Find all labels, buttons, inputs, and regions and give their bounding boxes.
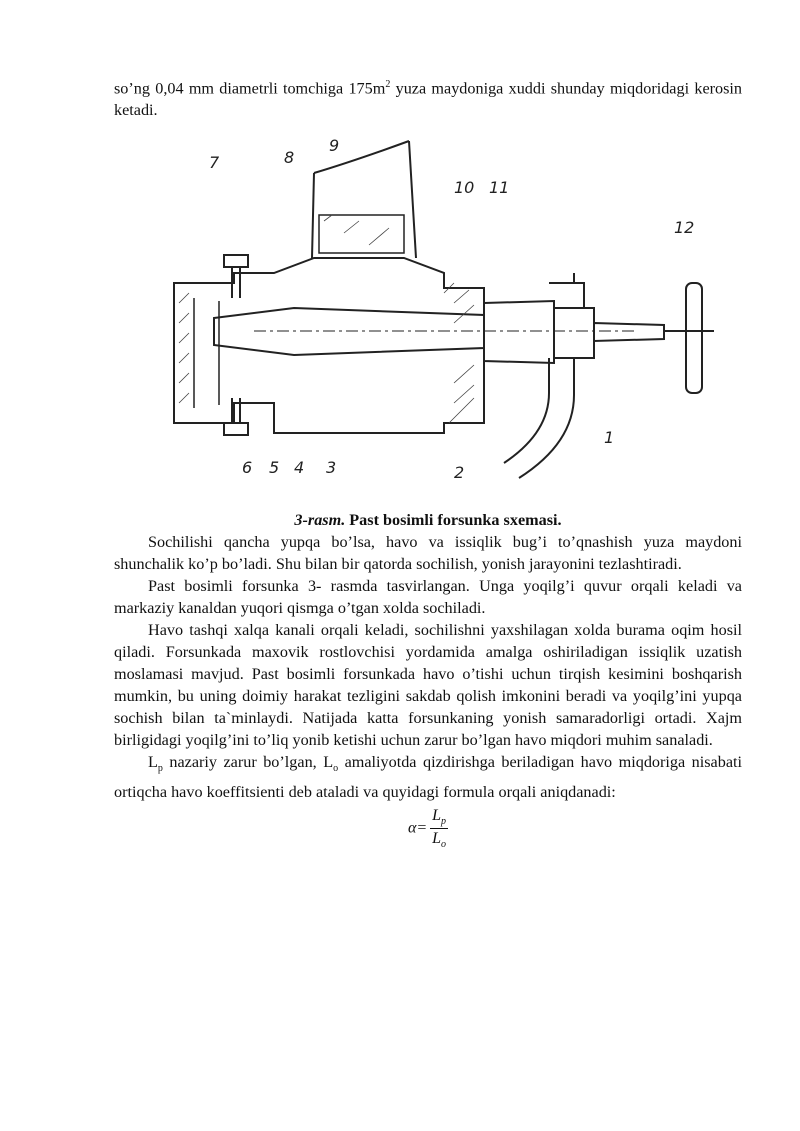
formula [114,807,742,850]
burner-drawing [154,133,714,503]
superscript: 2 [385,79,391,90]
formula-denominator [430,829,448,850]
paragraph-intro [114,74,742,121]
denominator-subscript: o [441,839,447,850]
paragraph-2: Sochilishi qancha yupqa bo’lsa, havo va issiqlik bug’i to’qnashish yuza maydoni shunchalik ko’p bo’ladi. Shu bilan bir qatorda sochilish, yonish jarayonini tezlashtiradi. [114,533,742,574]
hatching [179,215,474,423]
caption-title: Past bosimli forsunka sxemasi. [345,511,562,530]
formula-fraction [430,807,448,850]
page-content [114,74,742,850]
label-9: 9 [329,136,340,156]
label-12: 12 [674,218,695,238]
air-pipe-outline [312,141,416,258]
paragraph-5-a: L [148,753,158,772]
paragraph-intro-text: so’ng 0,04 mm diametrli tomchiga 175m [114,79,386,98]
label-3: 3 [326,458,337,478]
label-1: 1 [604,428,615,448]
label-7: 7 [209,153,220,173]
burner-diagram [114,133,742,503]
formula-alpha: α [407,818,417,836]
numerator-subscript: p [441,815,447,827]
bolt-top [224,255,248,267]
label-11: 11 [489,178,510,198]
figure-caption [114,509,742,531]
formula-equals: = [416,818,428,836]
bolt-bottom [224,423,248,435]
paragraph-4: Havo tashqi xalqa kanali orqali keladi, sochilishni yaxshilagan xolda burama oqim hosil qiladi. Forsunkada maxovik rostlovchisi yordamida amalga oshiriladigan issiqlik uzatish moslamasi mavjud. Past bosimli forsunkada havo o’tishi uchun tirqish kesimini boshqarish mumkin, bu uning doimiy harakat tezligini sakdab qolish imkonini beradi va yoqilg’ini yupqa sochish bilan ta`minlaydi. Natijada katta forsunkaning yonish samaradorligi ortadi. Xajm birligidagi yoqilg’ini to’liq yonib ketishi uchun zarur bo’lgan havo miqdori muhim sanaladi. [114,621,742,750]
subscript-p: p [157,763,163,775]
label-8: 8 [284,148,295,168]
numerator-symbol: L [432,806,442,824]
paragraph-5-c: amaliyotda qizdirishga beriladigan havo miqdoriga nisabati ortiqcha havo koeffitsienti deb ataladi va quyidagi formula orqali aniqdanadi: [114,753,742,801]
label-6: 6 [242,458,253,478]
caption-number: 3-rasm. [294,511,346,530]
formula-numerator [430,807,448,829]
paragraph-5 [114,751,742,802]
label-5: 5 [269,458,280,478]
label-4: 4 [294,458,305,478]
fuel-pipe [504,358,574,478]
label-2: 2 [454,463,465,483]
handwheel [686,283,702,393]
denominator-symbol: L [432,829,442,847]
paragraph-3: Past bosimli forsunka 3- rasmda tasvirlangan. Unga yoqilg’i quvur orqali keladi va markaziy kanaldan yuqori qismga o’tgan xolda sochiladi. [114,577,742,618]
subscript-o: o [333,763,339,775]
paragraph-5-b: nazariy zarur bo’lgan, L [162,753,334,772]
label-10: 10 [454,178,475,198]
paragraph-intro-rest: yuza maydoniga xuddi shunday miqdoridagi kerosin ketadi. [114,79,743,120]
